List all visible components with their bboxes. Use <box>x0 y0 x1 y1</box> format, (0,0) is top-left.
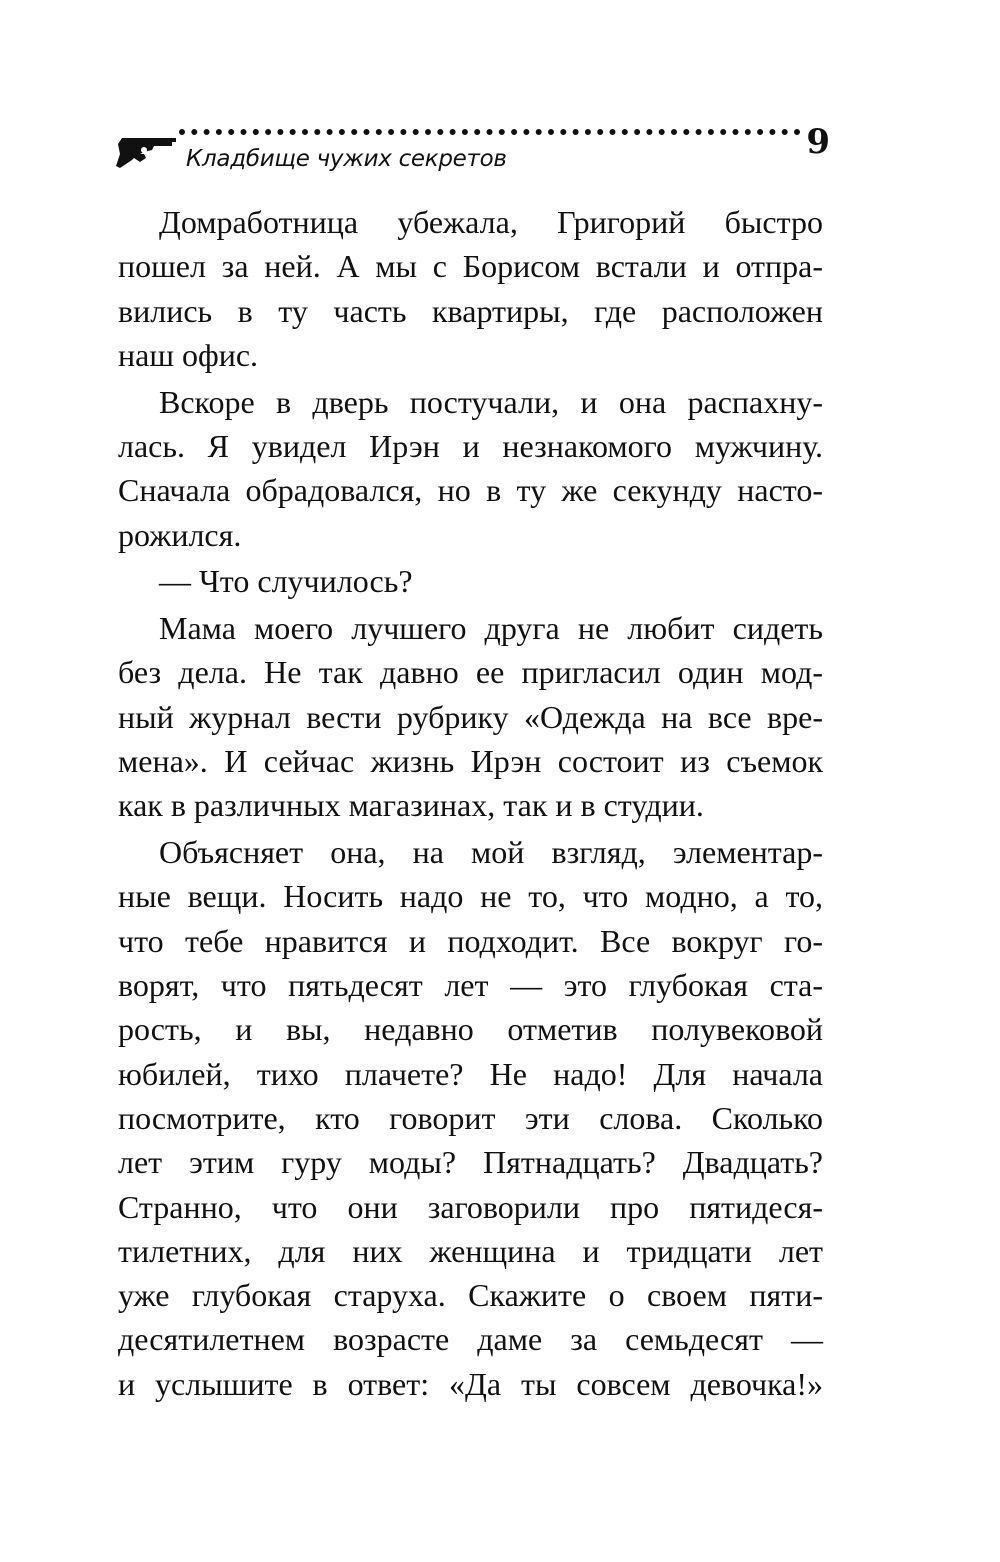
paragraph-1 <box>118 200 823 377</box>
text-line: рожился. <box>118 516 242 553</box>
page-number: 9 <box>806 122 830 162</box>
text-line: десятилетнем возрасте даме за семьдесят — <box>118 1321 823 1358</box>
text-line: мена». И сейчас жизнь Ирэн состоит из съемок <box>118 743 823 780</box>
text-line: и услышите в ответ: «Да ты совсем девочка!» <box>118 1365 823 1402</box>
text-line: ные вещи. Носить надо не то, что модно, а то, <box>118 878 823 915</box>
text-line: Мама моего лучшего друга не любит сидеть <box>159 610 823 647</box>
running-head-title: Кладбище чужих секретов <box>186 146 507 172</box>
text-line: юбилей, тихо плачете? Не надо! Для начала <box>118 1055 823 1092</box>
paragraph-4 <box>118 606 823 827</box>
text-line: Странно, что они заговорили про пятидеся- <box>118 1188 823 1225</box>
text-line: вились в ту часть квартиры, где расположен <box>118 292 823 329</box>
text-line: — Что случилось? <box>159 563 413 600</box>
text-line: тилетних, для них женщина и тридцати лет <box>118 1232 823 1269</box>
revolver-icon <box>114 128 184 172</box>
text-line: Вскоре в дверь постучали, и она распахну- <box>159 383 823 420</box>
text-line: ный журнал вести рубрику «Одежда на все вре- <box>118 698 823 735</box>
dotted-rule <box>178 122 806 142</box>
paragraph-2 <box>118 380 823 557</box>
running-head <box>114 118 830 188</box>
text-line: уже глубокая старуха. Скажите о своем пяти- <box>118 1277 823 1314</box>
text-line: лась. Я увидел Ирэн и незнакомого мужчину. <box>118 427 823 464</box>
text-line: ворят, что пятьдесят лет — это глубокая ста- <box>118 967 823 1004</box>
text-line: Домработница убежала, Григорий быстро <box>159 204 823 240</box>
text-line: рость, и вы, недавно отметив полувековой <box>118 1011 823 1048</box>
text-line: что тебе нравится и подходит. Все вокруг го- <box>118 922 823 959</box>
body-text <box>118 200 823 1406</box>
text-line: посмотрите, кто говорит эти слова. Сколько <box>118 1099 823 1136</box>
paragraph-5 <box>118 830 823 1406</box>
text-line: пошел за ней. А мы с Борисом встали и отпра- <box>118 248 823 285</box>
text-line: Объясняет она, на мой взгляд, элементар- <box>159 834 823 871</box>
text-line: наш офис. <box>118 336 259 373</box>
text-line: Сначала обрадовался, но в ту же секунду насто- <box>118 472 823 509</box>
text-line: как в различных магазинах, так и в студии. <box>118 787 704 824</box>
text-line: лет этим гуру моды? Пятнадцать? Двадцать? <box>118 1144 823 1181</box>
text-line: без дела. Не так давно ее пригласил один мод- <box>118 654 823 691</box>
paragraph-3 <box>118 559 823 603</box>
